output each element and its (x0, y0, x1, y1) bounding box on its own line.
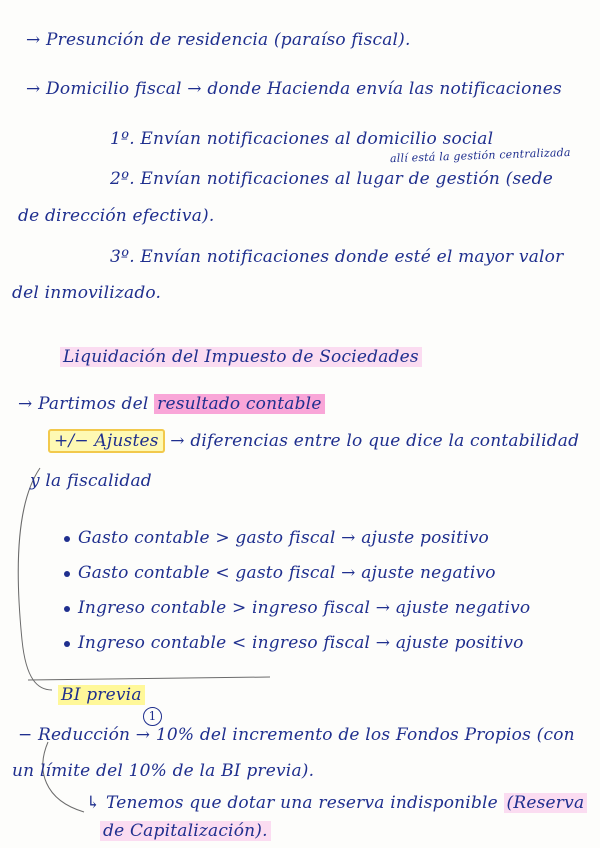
note-line: del inmovilizado. (12, 283, 162, 303)
note-line (86, 792, 587, 814)
note-line (58, 684, 145, 706)
highlighted-term: (Reserva (504, 793, 588, 813)
note-line (18, 393, 325, 415)
note-text: − Reducción → (18, 725, 151, 745)
note-line (18, 724, 575, 746)
note-line: y la fiscalidad (30, 471, 152, 491)
section-title-text: Liquidación del Impuesto de Sociedades (60, 347, 422, 367)
bullet-icon (64, 536, 70, 542)
note-line: de dirección efectiva). (18, 206, 215, 226)
note-line: un límite del 10% de la BI previa). (12, 761, 315, 781)
section-title (60, 346, 422, 368)
note-text: Partimos del (38, 394, 149, 414)
note-line (100, 820, 271, 842)
note-text: → diferencias entre lo que dice la contabilidad (170, 431, 580, 451)
bullet-item (64, 632, 524, 654)
arrow-icon: → (18, 394, 33, 414)
note-line (48, 430, 579, 452)
bullet-icon (64, 606, 70, 612)
bullet-text: Ingreso contable > ingreso fiscal → ajuste negativo (78, 598, 531, 618)
note-line: → Domicilio fiscal → donde Hacienda envía las notificaciones (26, 79, 562, 99)
note-line: 1º. Envían notificaciones al domicilio social (110, 129, 494, 149)
note-text: 10% del incremento de los Fondos Propios (con (155, 725, 575, 745)
note-line: 3º. Envían notificaciones donde esté el mayor valor (110, 247, 564, 267)
margin-note: allí está la gestión centralizada (389, 145, 571, 166)
ajustes-box: +/− Ajustes (48, 429, 165, 453)
circled-number: 1 (143, 707, 162, 726)
note-text: ↳ Tenemos que dotar una reserva indisponible (86, 793, 498, 813)
bullet-text: Gasto contable < gasto fiscal → ajuste negativo (78, 563, 496, 583)
bullet-text: Gasto contable > gasto fiscal → ajuste positivo (78, 528, 489, 548)
bullet-item (64, 597, 530, 619)
highlighted-term: de Capitalización). (100, 821, 271, 841)
bullet-item (64, 527, 489, 549)
bullet-text: Ingreso contable < ingreso fiscal → ajuste positivo (78, 633, 524, 653)
bullet-icon (64, 641, 70, 647)
highlighted-term: BI previa (58, 685, 145, 705)
note-line: 2º. Envían notificaciones al lugar de gestión (sede (110, 169, 554, 189)
bullet-icon (64, 571, 70, 577)
highlighted-term: resultado contable (154, 394, 324, 414)
bullet-item (64, 562, 496, 584)
note-line: → Presunción de residencia (paraíso fiscal). (26, 30, 411, 50)
